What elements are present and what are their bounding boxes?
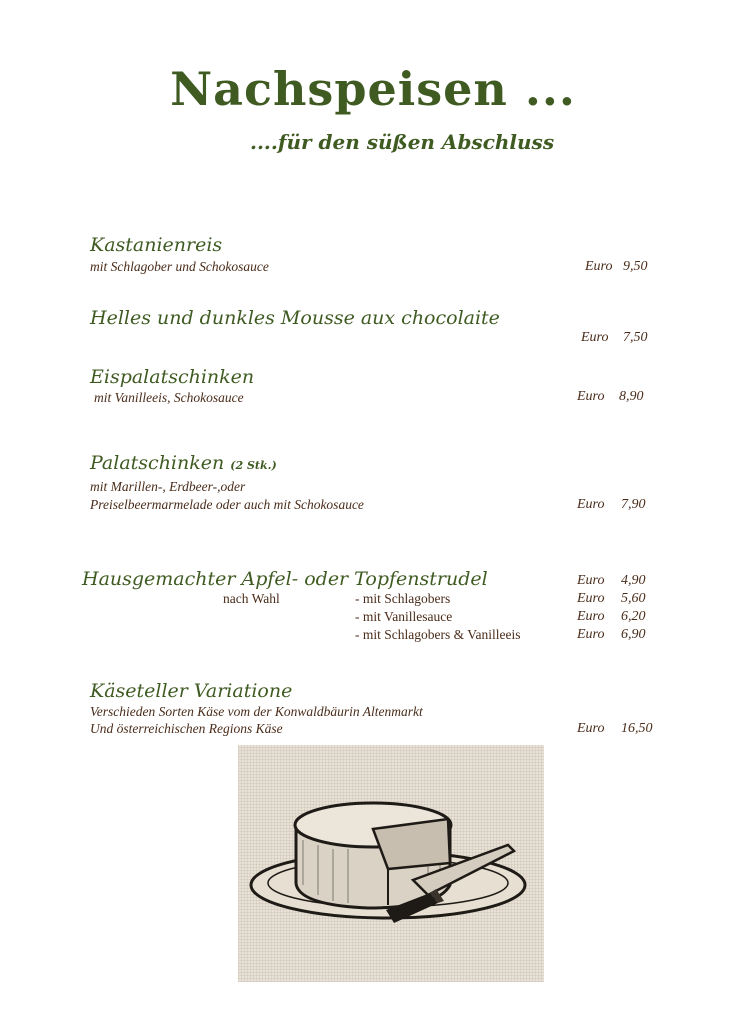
price-value: 7,50 bbox=[623, 330, 648, 345]
currency-label: Euro bbox=[577, 573, 605, 588]
currency-label: Euro bbox=[577, 497, 605, 512]
price-value: 5,60 bbox=[621, 591, 646, 606]
menu-item-title: Palatschinken bbox=[90, 452, 225, 474]
menu-item-name: Helles und dunkles Mousse aux chocolaite bbox=[90, 307, 500, 329]
menu-item-price bbox=[581, 330, 648, 346]
menu-item-description-line: Und österreichischen Regions Käse bbox=[90, 721, 283, 736]
currency-label: Euro bbox=[577, 389, 605, 404]
currency-label: Euro bbox=[577, 627, 605, 642]
option-price bbox=[577, 591, 646, 607]
menu-item-name: Hausgemachter Apfel- oder Topfenstrudel bbox=[82, 568, 488, 590]
price-value: 7,90 bbox=[621, 497, 646, 512]
currency-label: Euro bbox=[577, 591, 605, 606]
menu-item-name bbox=[90, 452, 277, 474]
menu-item-price bbox=[585, 259, 648, 275]
currency-label: Euro bbox=[585, 259, 613, 274]
currency-label: Euro bbox=[577, 721, 605, 736]
option-label: - mit Schlagobers bbox=[355, 591, 451, 606]
currency-label: Euro bbox=[577, 609, 605, 624]
option-price bbox=[577, 609, 646, 625]
cheese-wheel-icon bbox=[238, 745, 544, 982]
page-title: Nachspeisen ... bbox=[170, 62, 576, 116]
price-value: 16,50 bbox=[621, 721, 653, 736]
price-value: 9,50 bbox=[623, 259, 648, 274]
menu-item-description-line: mit Marillen-, Erdbeer-,oder bbox=[90, 479, 246, 494]
menu-item-price bbox=[577, 389, 644, 405]
option-label: - mit Schlagobers & Vanilleeis bbox=[355, 627, 521, 642]
option-price bbox=[577, 627, 646, 643]
cheese-illustration bbox=[238, 745, 544, 982]
price-value: 6,90 bbox=[621, 627, 646, 642]
menu-item-description-line: Preiselbeermarmelade oder auch mit Schokosauce bbox=[90, 497, 364, 512]
choice-label: nach Wahl bbox=[223, 591, 280, 606]
menu-item-price bbox=[577, 721, 653, 737]
menu-item-price bbox=[577, 497, 646, 513]
currency-label: Euro bbox=[581, 330, 609, 345]
option-label: - mit Vanillesauce bbox=[355, 609, 453, 624]
menu-item-description: mit Vanilleeis, Schokosauce bbox=[94, 390, 244, 405]
menu-item-price bbox=[577, 573, 646, 589]
menu-item-description-line: Verschieden Sorten Käse vom der Konwaldbäurin Altenmarkt bbox=[90, 704, 423, 719]
menu-item-name: Käseteller Variatione bbox=[90, 680, 293, 702]
page-subtitle: ....für den süßen Abschluss bbox=[250, 130, 555, 154]
price-value: 4,90 bbox=[621, 573, 646, 588]
price-value: 8,90 bbox=[619, 389, 644, 404]
menu-item-note: (2 Stk.) bbox=[230, 459, 277, 472]
menu-item-description: mit Schlagober und Schokosauce bbox=[90, 259, 269, 274]
menu-item-name: Kastanienreis bbox=[90, 234, 223, 256]
menu-item-name: Eispalatschinken bbox=[90, 366, 255, 388]
price-value: 6,20 bbox=[621, 609, 646, 624]
